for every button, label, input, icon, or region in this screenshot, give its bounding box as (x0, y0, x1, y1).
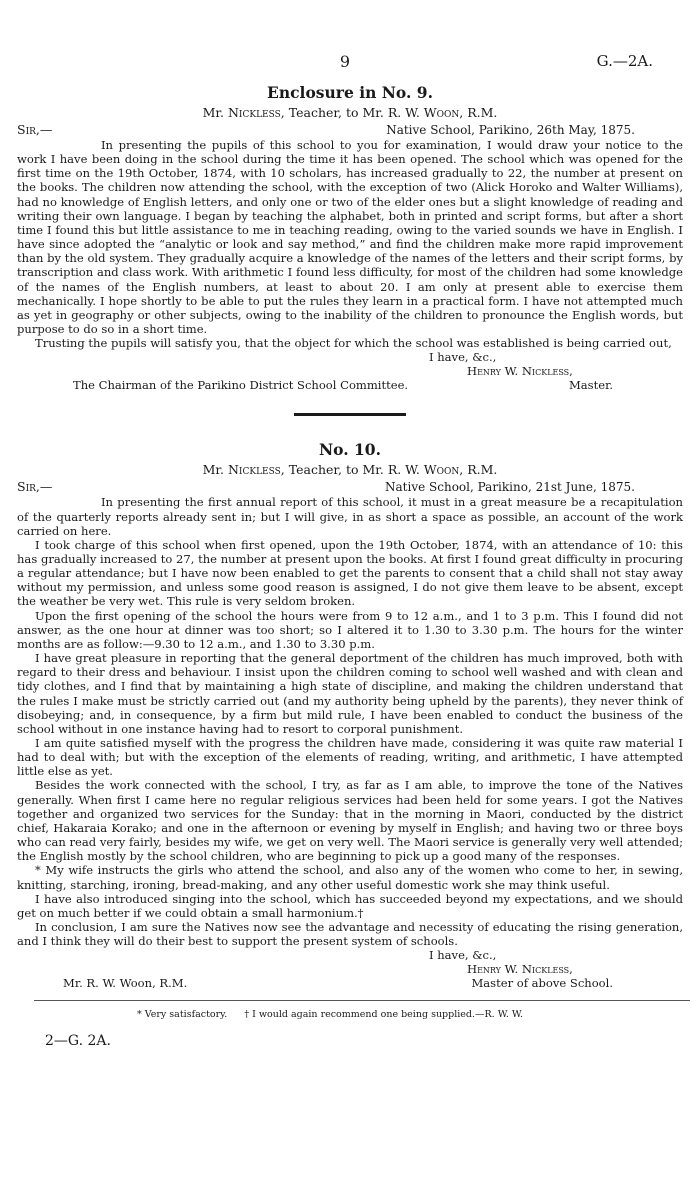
sheet-signature-mark: 2—G. 2A. (45, 1033, 111, 1050)
enclosure-salutation-row (17, 123, 683, 138)
document-body (17, 83, 683, 1049)
no10-paragraph: * My wife instructs the girls who attend the school, and also any of the women who come to her, in sewing, knitting, starching, ironing, bread-making, and any other useful domestic work she may think useful. (17, 863, 683, 892)
no10-byline: Mr. Nickless, Teacher, to Mr. R. W. Woon, R.M. (202, 462, 498, 478)
footnote: † I would again recommend one being supplied.—R. W. W. (244, 1009, 523, 1021)
enclosure-paragraph: Trusting the pupils will satisfy you, that the object for which the school was established is being carried out, (35, 336, 672, 351)
enclosure-recipient: The Chairman of the Parikino District School Committee. (73, 378, 409, 393)
footnote-divider (34, 1000, 690, 1001)
no10-signer: Henry W. Nickless, (467, 962, 573, 977)
enclosure-address: Native School, Parikino, 26th May, 1875. (386, 123, 635, 137)
no10-paragraph: In conclusion, I am sure the Natives now see the advantage and necessity of educating the rising generation, and I think they will do their best to support the present system of schools. (17, 920, 683, 949)
no10-paragraph: I am quite satisfied myself with the progress the children have made, considering it was quite raw material I had to deal with; but with the exception of the elements of reading, writing, and arithmetic, I have attempted little else as yet. (17, 736, 683, 779)
section-divider (294, 413, 406, 416)
footnote: * Very satisfactory. (137, 1009, 228, 1021)
no10-paragraph: Upon the first opening of the school the hours were from 9 to 12 a.m., and 1 to 3 p.m. This I found did not answer, as the one hour at dinner was too short; so I altered it to 1.30 to 3.30 p.m. The hours for the winter months are as follow:—9.30 to 12 a.m., and 1.30 to 3.30 p.m. (17, 608, 683, 651)
enclosure-salutation: Sir,— (17, 122, 53, 137)
enclosure-closing-row (17, 350, 683, 364)
letter-no10-section (17, 440, 683, 990)
no10-recipient-row (17, 976, 683, 990)
enclosure-title: Enclosure in No. 9. (267, 83, 433, 102)
enclosure-recipient-row (17, 378, 683, 392)
no10-paragraph: Besides the work connected with the school, I try, as far as I am able, to improve the tone of the Natives generally. When first I came here no regular religious services had been held for some years. I got the Natives together and organized two services for the Sunday: that in the morning in Maori, conducted by the district chief, Hakaraia Korako; and one in the afternoon or evening by myself in English; and having two or three boys who can read very fairly, besides my wife, we get on very well. The Maori service is generally very well attended; the English mostly by the school children, who are beginning to pick up a good many of the responses. (17, 778, 683, 864)
no10-paragraph: I took charge of this school when first opened, upon the 19th October, 1874, with an attendance of 10: this has gradually increased to 27, the number at present upon the books. At first I found great difficulty in procuring a regular attendance; but I have now been enabled to get the parents to consent that a child shall not stay away without my permission, and unless some good reason is assigned, I do not give them leave to be absent, except the weather be very wet. This rule is very seldom broken. (17, 537, 683, 609)
enclosure-paragraph: In presenting the pupils of this school to you for examination, I would draw your notice to the work I have been doing in the school during the time it has been opened. The school which was opened for the first time on the 19th October, 1874, with 10 scholars, has increased gradually to 22, the number at present on the books. The children now attending the school, with the exception of two (Alick Horoko and Walter Williams), had no knowledge of English letters, and only one or two of the elder ones but a slight knowledge of reading and writing their own language. I began by teaching the alphabet, both in printed and script forms, but after a short time I found this but little assistance to me in teaching reading, owing to the varied sounds we have in English. I have since adopted the “analytic or look and say method,” and find the children make more rapid improvement than by the old system. They gradually acquire a knowledge of the names of the letters and their script forms, by transcription and class work. With arithmetic I found less difficulty, for most of the children had some knowledge of the names of the English numbers, at least to about 20. I am only at present able to exercise them mechanically. I hope shortly to be able to put the rules they learn in a practical form. I have not attempted much as yet in geography or other subjects, owing to the inability of the children to pronounce the English words, but purpose to do so in a short time. (17, 138, 683, 337)
page-number: 9 (339, 52, 351, 71)
no10-closing-row (17, 948, 683, 962)
no10-signer-row (17, 962, 683, 976)
no10-paragraph: I have also introduced singing into the school, which has succeeded beyond my expectations, and we should get on much better if we could obtain a small harmonium.† (17, 891, 683, 920)
no10-paragraph: In presenting the first annual report of this school, it must in a great measure be a recapitulation of the quarterly reports already sent in; but I will give, in as short a space as possible, an account of the work carried on here. (17, 495, 683, 538)
no10-salutation: Sir,— (17, 479, 53, 495)
enclosure-byline: Mr. Nickless, Teacher, to Mr. R. W. Woon, R.M. (202, 105, 498, 120)
no10-address: Native School, Parikino, 21st June, 1875. (385, 480, 635, 495)
page-header (0, 52, 700, 72)
enclosure-closing: I have, &c., (429, 350, 497, 365)
enclosure-signer-title: Master. (568, 378, 613, 393)
enclosure-signer: Henry W. Nickless, (467, 364, 573, 379)
no10-signer-title: Master of above School. (471, 976, 613, 991)
enclosure-signer-row (17, 364, 683, 378)
no10-recipient: Mr. R. W. Woon, R.M. (63, 976, 188, 991)
no10-paragraph: I have great pleasure in reporting that the general deportment of the children has much improved, both with regard to their dress and behaviour. I insist upon the children coming to school well washed and with clean and tidy clothes, and I find that by maintaining a high state of discipline, and making the children understand that the rules I make must be strictly carried out (and my authority being upheld by the parents), they never think of disobeying; and, in consequence, by a firm but mild rule, I have been enabled to conduct the business of the school without in one instance having had to resort to corporal punishment. (17, 651, 683, 736)
no10-closing: I have, &c., (429, 948, 497, 963)
enclosure-section (17, 83, 683, 392)
footnotes (17, 1009, 683, 1021)
no10-title: No. 10. (319, 440, 381, 460)
document-reference: G.—2A. (596, 52, 653, 70)
no10-salutation-row (17, 480, 683, 495)
